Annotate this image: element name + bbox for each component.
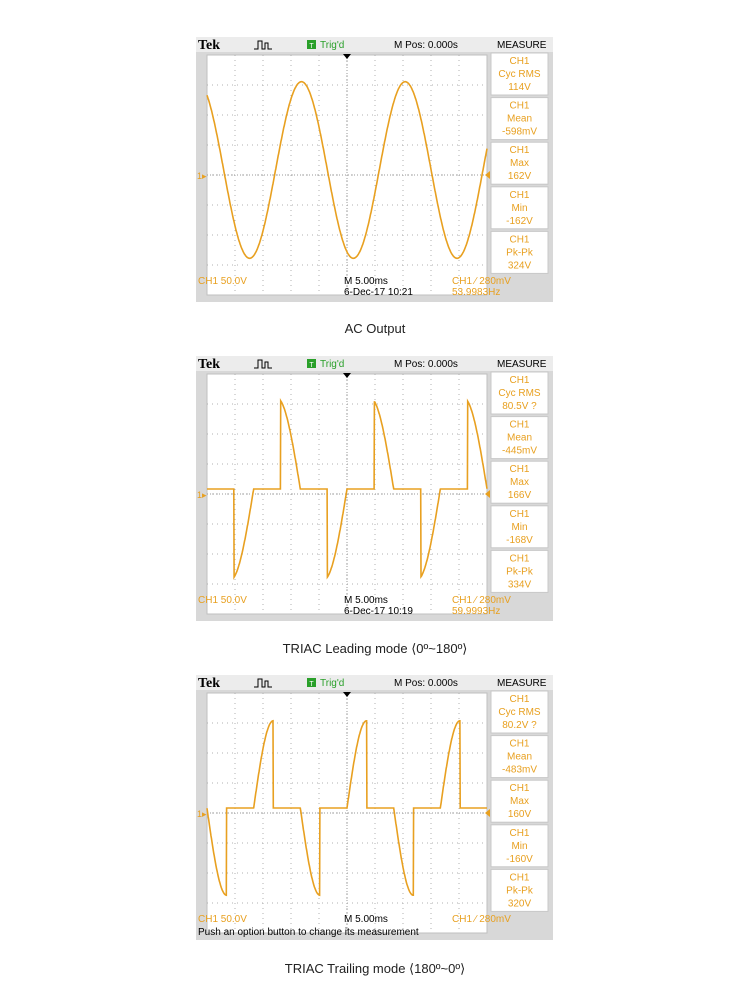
measurement-box[interactable] (491, 780, 548, 822)
measurement-value: 114V (508, 82, 531, 93)
trigger-status: Trig'd (320, 678, 345, 689)
measurement-label: Min (511, 521, 528, 533)
brand-logo: Tek (198, 676, 221, 691)
measurement-value: 320V (507, 898, 532, 910)
measurement-value: -483mV (501, 764, 538, 776)
measurement-box[interactable] (491, 98, 548, 140)
measurement-label: Max (510, 158, 529, 170)
measurement-label: Cyc RMS (498, 388, 541, 399)
trigger-icon-glyph: T (309, 43, 314, 50)
measurement-box[interactable] (491, 736, 548, 778)
measurement-value: -162V (506, 215, 533, 227)
measurement-box[interactable] (491, 869, 548, 911)
measurement-channel: CH1 (509, 56, 530, 67)
measurement-channel: CH1 (509, 827, 530, 839)
measurement-channel: CH1 (509, 783, 530, 795)
measurement-channel: CH1 (509, 375, 530, 386)
measurement-label: Mean (506, 113, 533, 125)
channel-scale: CH1 50.0V (198, 914, 247, 925)
measure-title: MEASURE (497, 359, 547, 370)
ch1-ground-marker: 1▸ (197, 171, 207, 181)
measurement-value: 162V (507, 171, 532, 183)
timebase: M 5.00ms (344, 914, 388, 925)
channel-scale: CH1 50.0V (198, 595, 247, 606)
figure-caption: AC Output (344, 321, 406, 336)
measurement-channel: CH1 (509, 508, 530, 520)
measurement-channel: CH1 (509, 100, 530, 112)
measurement-channel: CH1 (509, 738, 530, 750)
measurement-box[interactable] (491, 53, 548, 95)
measurement-value: 160V (507, 809, 532, 821)
frequency-readout: 59.9993Hz (452, 606, 501, 617)
measurement-box[interactable] (491, 825, 548, 867)
trigger-icon-glyph: T (309, 681, 314, 688)
measurement-label: Cyc RMS (498, 69, 541, 80)
measurement-value: -160V (506, 853, 533, 865)
measurement-panel (491, 53, 548, 273)
trigger-status: Trig'd (320, 359, 345, 370)
figure-caption: TRIAC Trailing mode ⟨180º~0º⟩ (284, 961, 466, 976)
ch1-ground-marker: 1▸ (197, 490, 207, 500)
measurement-label: Pk-Pk (506, 885, 533, 897)
measurement-box[interactable] (491, 550, 548, 592)
measurement-panel (491, 691, 548, 911)
trigger-status: Trig'd (320, 40, 345, 51)
trigger-setting: CH1 ∕ 280mV (452, 914, 511, 925)
measurement-label: Max (510, 796, 529, 808)
timebase: M 5.00ms (344, 595, 388, 606)
measurement-value: 80.5V ? (502, 401, 537, 412)
measurement-value: -168V (506, 534, 533, 546)
figure-caption: TRIAC Leading mode ⟨0º~180º⟩ (282, 641, 468, 656)
measurement-label: Min (511, 202, 528, 214)
scope-display (196, 37, 553, 302)
measurement-value: 324V (507, 260, 532, 272)
measurement-box[interactable] (491, 231, 548, 273)
measurement-box[interactable] (491, 506, 548, 548)
horizontal-position: M Pos: 0.000s (394, 359, 458, 370)
measurement-channel: CH1 (509, 553, 530, 565)
measurement-label: Mean (506, 432, 533, 444)
channel-scale: CH1 50.0V (198, 276, 247, 287)
measurement-channel: CH1 (509, 464, 530, 476)
measurement-channel: CH1 (509, 872, 530, 884)
measurement-panel (491, 372, 548, 592)
measurement-box[interactable] (491, 461, 548, 503)
measurement-channel: CH1 (509, 189, 530, 201)
measurement-box[interactable] (491, 142, 548, 184)
measurement-label: Cyc RMS (498, 707, 541, 718)
measurement-box[interactable] (491, 417, 548, 459)
measurement-value: 166V (507, 490, 532, 502)
footer-message: Push an option button to change its measurement (198, 927, 419, 938)
measurement-channel: CH1 (509, 694, 530, 705)
measure-title: MEASURE (497, 40, 547, 51)
ch1-ground-marker: 1▸ (197, 809, 207, 819)
measurement-box[interactable] (491, 187, 548, 229)
trigger-setting: CH1 ∕ 280mV (452, 595, 511, 606)
measurement-value: -598mV (501, 126, 538, 138)
measurement-channel: CH1 (509, 145, 530, 157)
date-time: 6-Dec-17 10:21 (344, 287, 413, 298)
measurement-box[interactable] (491, 691, 548, 733)
timebase: M 5.00ms (344, 276, 388, 287)
measurement-value: 334V (507, 579, 532, 591)
scope-display (196, 356, 553, 621)
brand-logo: Tek (198, 38, 221, 53)
horizontal-position: M Pos: 0.000s (394, 678, 458, 689)
measurement-label: Max (510, 477, 529, 489)
scope-display (196, 675, 553, 940)
measurement-label: Min (511, 840, 528, 852)
trigger-setting: CH1 ∕ 280mV (452, 276, 511, 287)
measurement-value: -445mV (501, 445, 538, 457)
frequency-readout: 53.9983Hz (452, 287, 501, 298)
measurement-label: Mean (506, 751, 533, 763)
measurement-label: Pk-Pk (506, 566, 533, 578)
measurement-channel: CH1 (509, 234, 530, 246)
trigger-icon-glyph: T (309, 362, 314, 369)
date-time: 6-Dec-17 10:19 (344, 606, 413, 617)
measure-title: MEASURE (497, 678, 547, 689)
measurement-label: Pk-Pk (506, 247, 533, 259)
horizontal-position: M Pos: 0.000s (394, 40, 458, 51)
measurement-value: 80.2V ? (502, 720, 537, 731)
oscilloscope-screen-2 (196, 356, 553, 621)
measurement-box[interactable] (491, 372, 548, 414)
oscilloscope-screen-1 (196, 37, 553, 302)
measurement-channel: CH1 (509, 419, 530, 431)
oscilloscope-screen-3 (196, 675, 553, 940)
brand-logo: Tek (198, 357, 221, 372)
